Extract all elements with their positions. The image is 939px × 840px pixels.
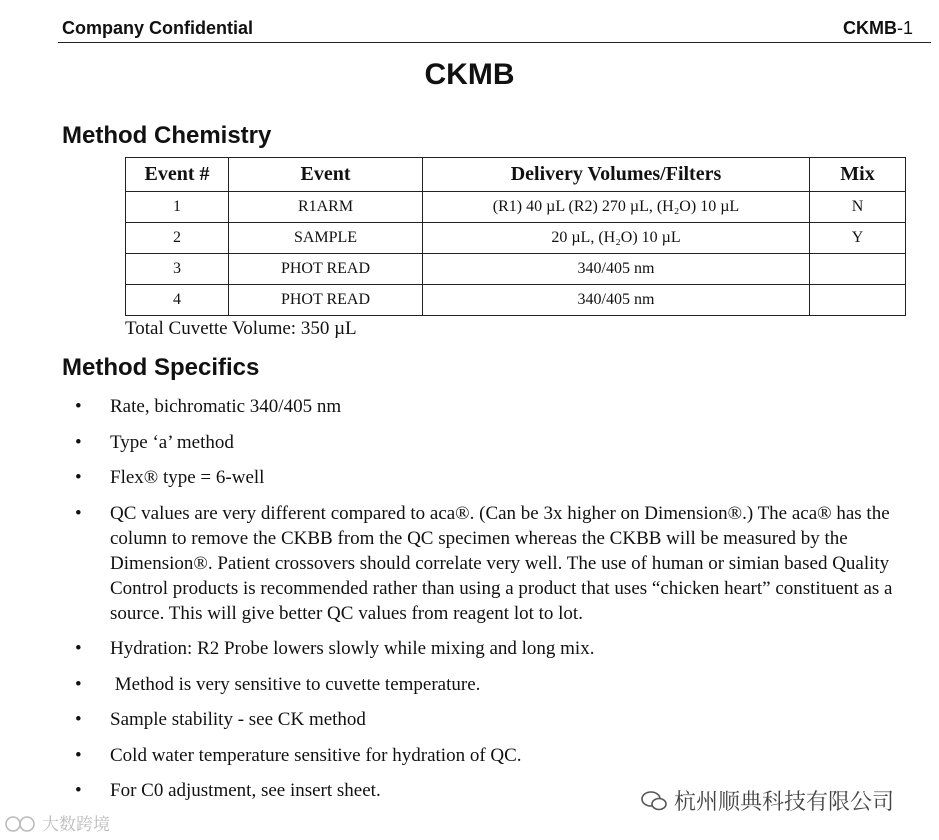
watermark-left [4, 810, 110, 835]
list-item [75, 636, 935, 661]
list-item-text: Hydration: R2 Probe lowers slowly while mixing and long mix. [110, 638, 595, 659]
table-cell: 340/405 nm [423, 285, 810, 316]
section-heading-method-chemistry: Method Chemistry [62, 122, 272, 149]
bullet: • [75, 709, 82, 730]
bullet: • [75, 502, 82, 524]
table-cell: R1ARM [229, 192, 423, 223]
table-cell: 2 [126, 223, 229, 254]
method-specifics-list [75, 394, 935, 814]
list-item-text: Cold water temperature sensitive for hydration of QC. [110, 744, 522, 766]
header-rule [58, 42, 931, 43]
list-item-text: Sample stability - see CK method [110, 709, 366, 730]
header-right [843, 18, 913, 39]
total-cuvette-volume: Total Cuvette Volume: 350 µL [125, 318, 357, 339]
table-header-row [126, 158, 906, 192]
table-cell: 4 [126, 285, 229, 316]
list-item [75, 672, 935, 697]
logo-icon [4, 814, 38, 834]
list-item-text: Rate, bichromatic 340/405 nm [110, 396, 342, 417]
table-cell: PHOT READ [229, 285, 423, 316]
table-cell: PHOT READ [229, 254, 423, 285]
table-row [126, 285, 906, 316]
watermark-right-text: 杭州顺典科技有限公司 [674, 790, 895, 815]
list-item-text: For C0 adjustment, see insert sheet. [110, 780, 381, 801]
table-row [126, 192, 906, 223]
table-cell: 20 µL, (H₂O) 10 µL [423, 223, 810, 254]
doc-code: CKMB [842, 18, 897, 38]
table-cell: (R1) 40 µL (R2) 270 µL, (H₂O) 10 µL [423, 192, 810, 223]
table-cell: 340/405 nm [423, 254, 810, 285]
list-item [75, 465, 935, 490]
bullet: • [75, 744, 82, 766]
column-header: Event [229, 158, 423, 192]
table-cell: N [810, 192, 906, 223]
wechat-icon [640, 790, 668, 812]
watermark-right [640, 785, 894, 816]
section-heading-method-specifics: Method Specifics [62, 354, 260, 381]
header-left: Company Confidential [62, 18, 254, 38]
bullet: • [75, 638, 82, 659]
table-cell: Y [810, 223, 906, 254]
table-cell: 3 [126, 254, 229, 285]
table-cell [810, 254, 906, 285]
bullet: • [75, 780, 82, 801]
list-item [75, 707, 935, 732]
page-number: -1 [896, 18, 913, 38]
list-item [75, 743, 935, 768]
column-header: Delivery Volumes/Filters [423, 158, 810, 192]
table-cell: SAMPLE [229, 223, 423, 254]
watermark-left-text: 大数跨境 [42, 815, 110, 835]
bullet: • [75, 396, 82, 417]
bullet: • [75, 431, 82, 453]
column-header: Mix [810, 158, 906, 192]
column-header: Event # [126, 158, 229, 192]
list-item [75, 394, 935, 419]
list-item-text: Flex® type = 6-well [110, 467, 265, 488]
bullet: • [75, 673, 82, 695]
list-item [75, 430, 935, 455]
method-chemistry-table [125, 157, 906, 316]
list-item-text: QC values are very different compared to aca®. (Can be 3x higher on Dimension®.) The aca® has the column to remove the CKBB from the QC specimen whereas the CKBB will be measured by the Dimension®. Patient crossovers should correlate very well. The use of human or simian based Quality Control products is recommended rather than using a product that uses “chicken heart” constituent as a source. This will give better QC values from reagent lot to lot. [110, 502, 893, 624]
list-item [75, 501, 935, 626]
table-cell [810, 285, 906, 316]
list-item-text: Method is very sensitive to cuvette temperature. [110, 673, 481, 695]
page-title: CKMB [424, 58, 515, 91]
table-cell: 1 [126, 192, 229, 223]
table-row [126, 254, 906, 285]
list-item-text: Type ‘a’ method [110, 431, 234, 453]
bullet: • [75, 467, 82, 488]
table-row [126, 223, 906, 254]
